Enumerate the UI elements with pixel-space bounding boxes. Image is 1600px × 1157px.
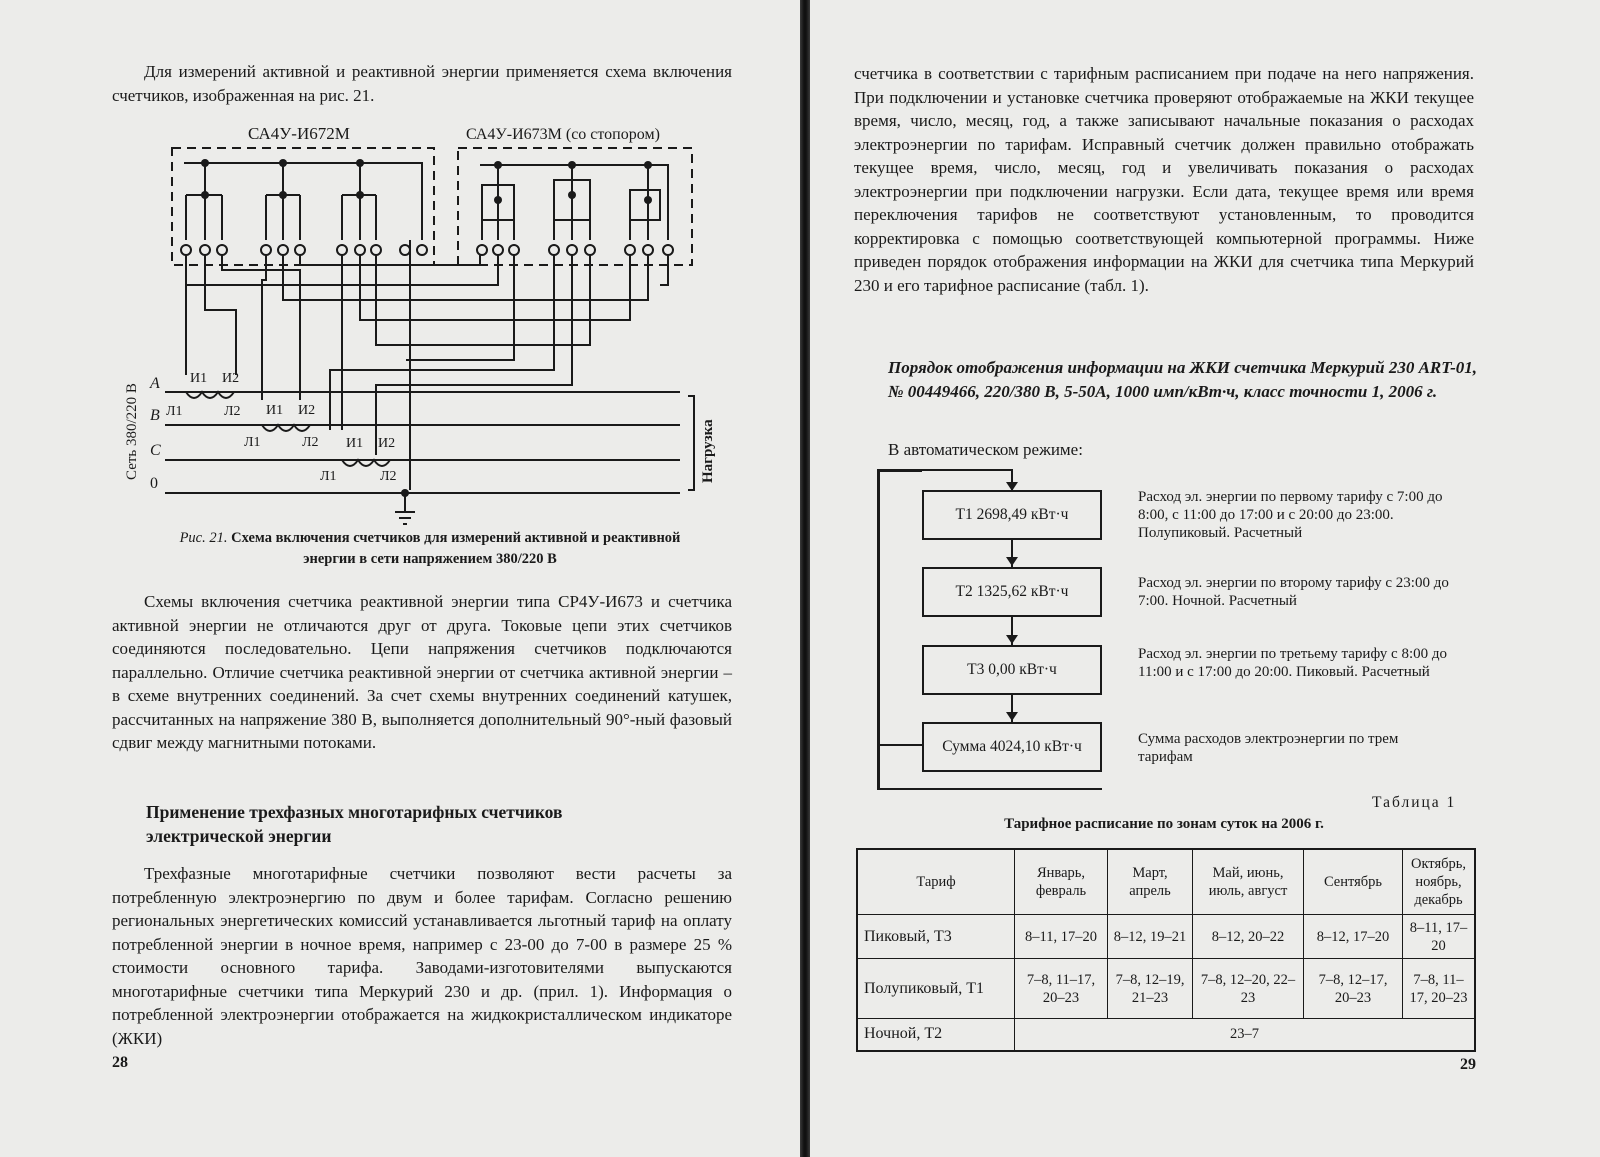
flow-box-sum: Сумма 4024,10 кВт·ч: [922, 722, 1102, 772]
ct2-i1-label: И1: [266, 403, 284, 418]
ct3-l2-label: Л2: [380, 469, 397, 484]
meter-circuit-paragraph: Схемы включения счетчика реактивной энергии типа СР4У-И673 и счетчика активной энергии не отличаются друг от друга. Токовые цепи этих счетчиков соединяются последовательно. Цепи напряжения счетчиков подключаются параллельно. Отличие счетчика реактивной энергии от счетчика активной энергии – в схеме внутренних соединений. За счет схемы внутренних соединений катушек, рассчитанных на напряжение 380 В, выполняется дополнительный 90°-ный фазовый сдвиг между магнитными потоками.: [112, 592, 732, 752]
header-may-aug: Май, июнь, июль, август: [1193, 849, 1304, 915]
flow-note-sum: Сумма расходов электроэнергии по трем тарифам: [1138, 731, 1399, 765]
flow-note-t3: Расход эл. энергии по третьему тарифу с 8:00 до 11:00 и с 17:00 до 20:00. Пиковый. Расчетный: [1138, 646, 1448, 680]
table-cell: 8–11, 17–20: [1015, 915, 1108, 959]
table-cell: 7–8, 12–19, 21–23: [1108, 959, 1193, 1019]
phase-b-label: В: [150, 407, 160, 424]
wiring-diagram: [0, 0, 800, 530]
table-cell: 8–12, 20–22: [1193, 915, 1304, 959]
ct1-i2-label: И2: [222, 371, 240, 386]
row-label-peak: Пиковый, Т3: [857, 915, 1015, 959]
table-cell: 7–8, 12–20, 22–23: [1193, 959, 1304, 1019]
table-cell: 8–11, 17–20: [1403, 915, 1476, 959]
ct2-l1-label: Л1: [244, 435, 261, 450]
header-jan-feb: Январь, февраль: [1015, 849, 1108, 915]
ct2-i2-label: И2: [298, 403, 316, 418]
phase-a-label: А: [150, 375, 160, 392]
row-label-semipeak: Полупиковый, Т1: [857, 959, 1015, 1019]
ct3-i1-label: И1: [346, 436, 364, 451]
table-row: [857, 959, 1475, 1019]
table-title: Тарифное расписание по зонам суток на 2006 г.: [1004, 816, 1324, 832]
caption-text: Схема включения счетчиков для измерений активной и реактивной энергии в сети напряжением 380/220 В: [231, 530, 681, 567]
section-heading: Применение трехфазных многотарифных счетчиков электрической энергии: [146, 802, 563, 846]
neutral-label: 0: [150, 475, 158, 492]
flow-box-t1: Т1 2698,49 кВт·ч: [922, 490, 1102, 540]
tariff-table: [856, 848, 1476, 1052]
table-cell: 7–8, 11–17, 20–23: [1015, 959, 1108, 1019]
ct1-i1-label: И1: [190, 371, 208, 386]
header-mar-apr: Март, апрель: [1108, 849, 1193, 915]
page-number-right: 29: [1460, 1056, 1476, 1073]
multitariff-paragraph: Трехфазные многотарифные счетчики позволяют вести расчеты за потребленную электроэнергию по двум и более тарифам. Согласно решению региональных энергетических комиссий устанавливается льготный тариф на оплату потребленной энергии в ночное время, например с 23-00 до 7-00 в размере 25 % стоимости основного тарифа. Заводами-изготовителями выпускаются многотарифные счетчики типа Меркурий 230 и др. (прил. 1). Информация о потребленной электроэнергии отображается на жидкокристаллическом индикаторе (ЖКИ): [112, 864, 732, 1048]
meter1-label: СА4У-И672М: [248, 124, 350, 143]
header-tariff: Тариф: [857, 849, 1015, 915]
table-cell-night-span: 23–7: [1015, 1019, 1476, 1051]
table-row: [857, 915, 1475, 959]
flow-loop-line: [878, 470, 922, 790]
intro-paragraph: Для измерений активной и реактивной энергии применяется схема включения счетчиков, изображенная на рис. 21.: [112, 62, 732, 105]
figure-caption: [160, 528, 700, 570]
table-cell: 8–12, 17–20: [1304, 915, 1403, 959]
table-cell: 7–8, 12–17, 20–23: [1304, 959, 1403, 1019]
table-label: Таблица 1: [1372, 794, 1457, 811]
load-label: Нагрузка: [700, 419, 716, 483]
flow-loop-bottom: [922, 788, 1102, 790]
phase-c-label: С: [150, 442, 161, 459]
ct3-l1-label: Л1: [320, 469, 337, 484]
book-gutter: [800, 0, 810, 1157]
flow-note-t2: Расход эл. энергии по второму тарифу с 23:00 до 7:00. Ночной. Расчетный: [1138, 575, 1449, 609]
flow-note-t1: Расход эл. энергии по первому тарифу с 7:00 до 8:00, с 11:00 до 17:00 и с 20:00 до 23:00. Полупиковый. Расчетный: [1138, 489, 1443, 541]
table-cell: 8–12, 19–21: [1108, 915, 1193, 959]
caption-prefix: Рис. 21.: [179, 530, 228, 546]
flow-box-t2: Т2 1325,62 кВт·ч: [922, 567, 1102, 617]
right-page: [810, 0, 1600, 1157]
ct2-l2-label: Л2: [302, 435, 319, 450]
table-header-row: [857, 849, 1475, 915]
meter2-label: СА4У-И673М (со стопором): [466, 126, 660, 143]
page-number-left: 28: [112, 1054, 128, 1071]
row-label-night: Ночной, Т2: [857, 1019, 1015, 1051]
table-cell: 7–8, 11–17, 20–23: [1403, 959, 1476, 1019]
flow-box-t3: Т3 0,00 кВт·ч: [922, 645, 1102, 695]
network-label: Сеть 380/220 В: [124, 383, 140, 480]
ct3-i2-label: И2: [378, 436, 396, 451]
auto-mode-label: В автоматическом режиме:: [888, 440, 1083, 459]
header-oct-dec: Октябрь, ноябрь, декабрь: [1403, 849, 1476, 915]
table-row: [857, 1019, 1475, 1051]
display-order-title: Порядок отображения информации на ЖКИ счетчика Меркурий 230 ART-01, № 00449466, 220/380 В, 5-50А, 1000 имп/кВт·ч, класс точности 1, 2006 г.: [888, 358, 1478, 401]
header-sep: Сентябрь: [1304, 849, 1403, 915]
ct1-l1-label: Л1: [166, 404, 183, 419]
continued-paragraph: счетчика в соответствии с тарифным расписанием при подаче на него напряжения. При подключении и установке счетчика проверяют отображаемые на ЖКИ текущее время, число, месяц, год, а также записывают начальные показания о расходах электроэнергии по тарифам. Исправный счетчик должен правильно отображать текущее время, число, месяц, год и увеличивать показания о расходах электроэнергии при подключении нагрузки. Если дата, текущее время или время переключения тарифов не соответствуют установленным, то проводится корректировка с помощью соответствующей компьютерной программы. Ниже приведен порядок отображения информации на ЖКИ для счетчика типа Меркурий 230 и его тарифное расписание (табл. 1).: [854, 64, 1474, 295]
ct1-l2-label: Л2: [224, 404, 241, 419]
